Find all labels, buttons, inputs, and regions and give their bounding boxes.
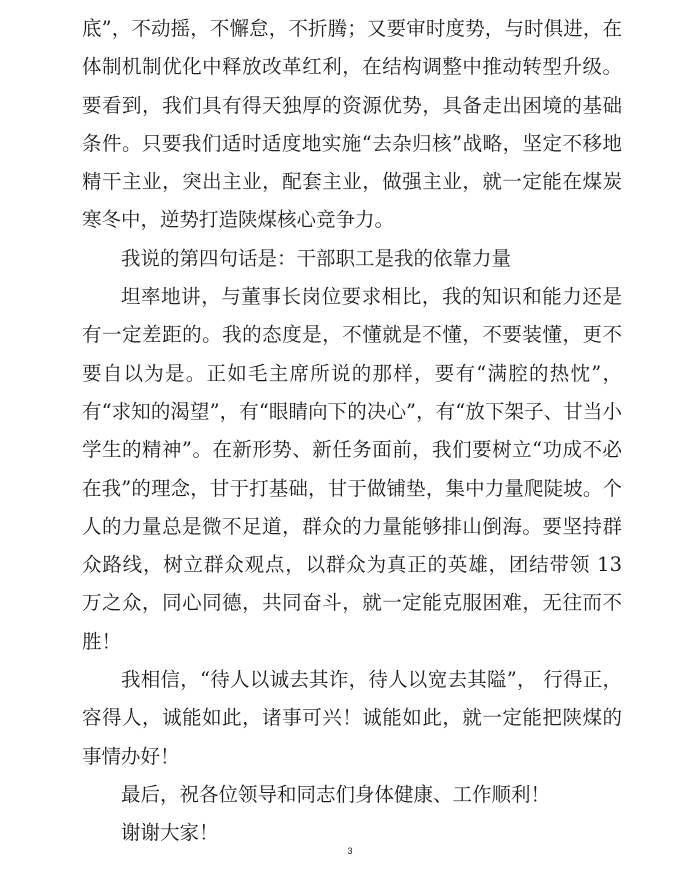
document-body <box>82 10 622 853</box>
section-heading-fourth-point: 我说的第四句话是：干部职工是我的依靠力量 <box>121 246 512 270</box>
page-number: 3 <box>347 846 353 856</box>
paragraph-candid-statement: 坦率地讲，与董事长岗位要求相比，我的知识和能力还是有一定差距的。我的态度是，不懂就是不懂，不要装懂，更不要自以为是。正如毛主席所说的那样，要有“满腔的热忱”，有“求知的渴望”，有“眼睛向下的决心”，有“放下架子、甘当小学生的精神”。在新形势、新任务面前，我们要树立“功成不必在我”的理念，甘于打基础，甘于做铺垫，集中力量爬陡坡。个人的力量总是微不足道，群众的力量能够排山倒海。要坚持群众路线，树立群众观点，以群众为真正的英雄，团结带领 13 万之众，同心同德，共同奋斗，就一定能克服困难，无往而不胜！ <box>82 285 622 653</box>
paragraph-continuation: 底”，不动摇，不懈怠，不折腾；又要审时度势，与时俱进，在体制机制优化中释放改革红利，在结构调整中推动转型升级。要看到，我们具有得天独厚的资源优势，具备走出困境的基础条件。只要我们适时适度地实施“去杂归核”战略，坚定不移地精干主业，突出主业，配套主业，做强主业，就一定能在煤炭寒冬中，逆势打造陕煤核心竞争力。 <box>82 17 622 232</box>
paragraph-thanks: 谢谢大家！ <box>121 821 219 845</box>
paragraph-belief: 我相信，“待人以诚去其诈，待人以宽去其隘”， 行得正，容得人，诚能如此，诸事可兴！诚能如此，就一定能把陕煤的事情办好！ <box>82 668 622 768</box>
paragraph-closing-wishes: 最后，祝各位领导和同志们身体健康、工作顺利！ <box>121 782 551 806</box>
